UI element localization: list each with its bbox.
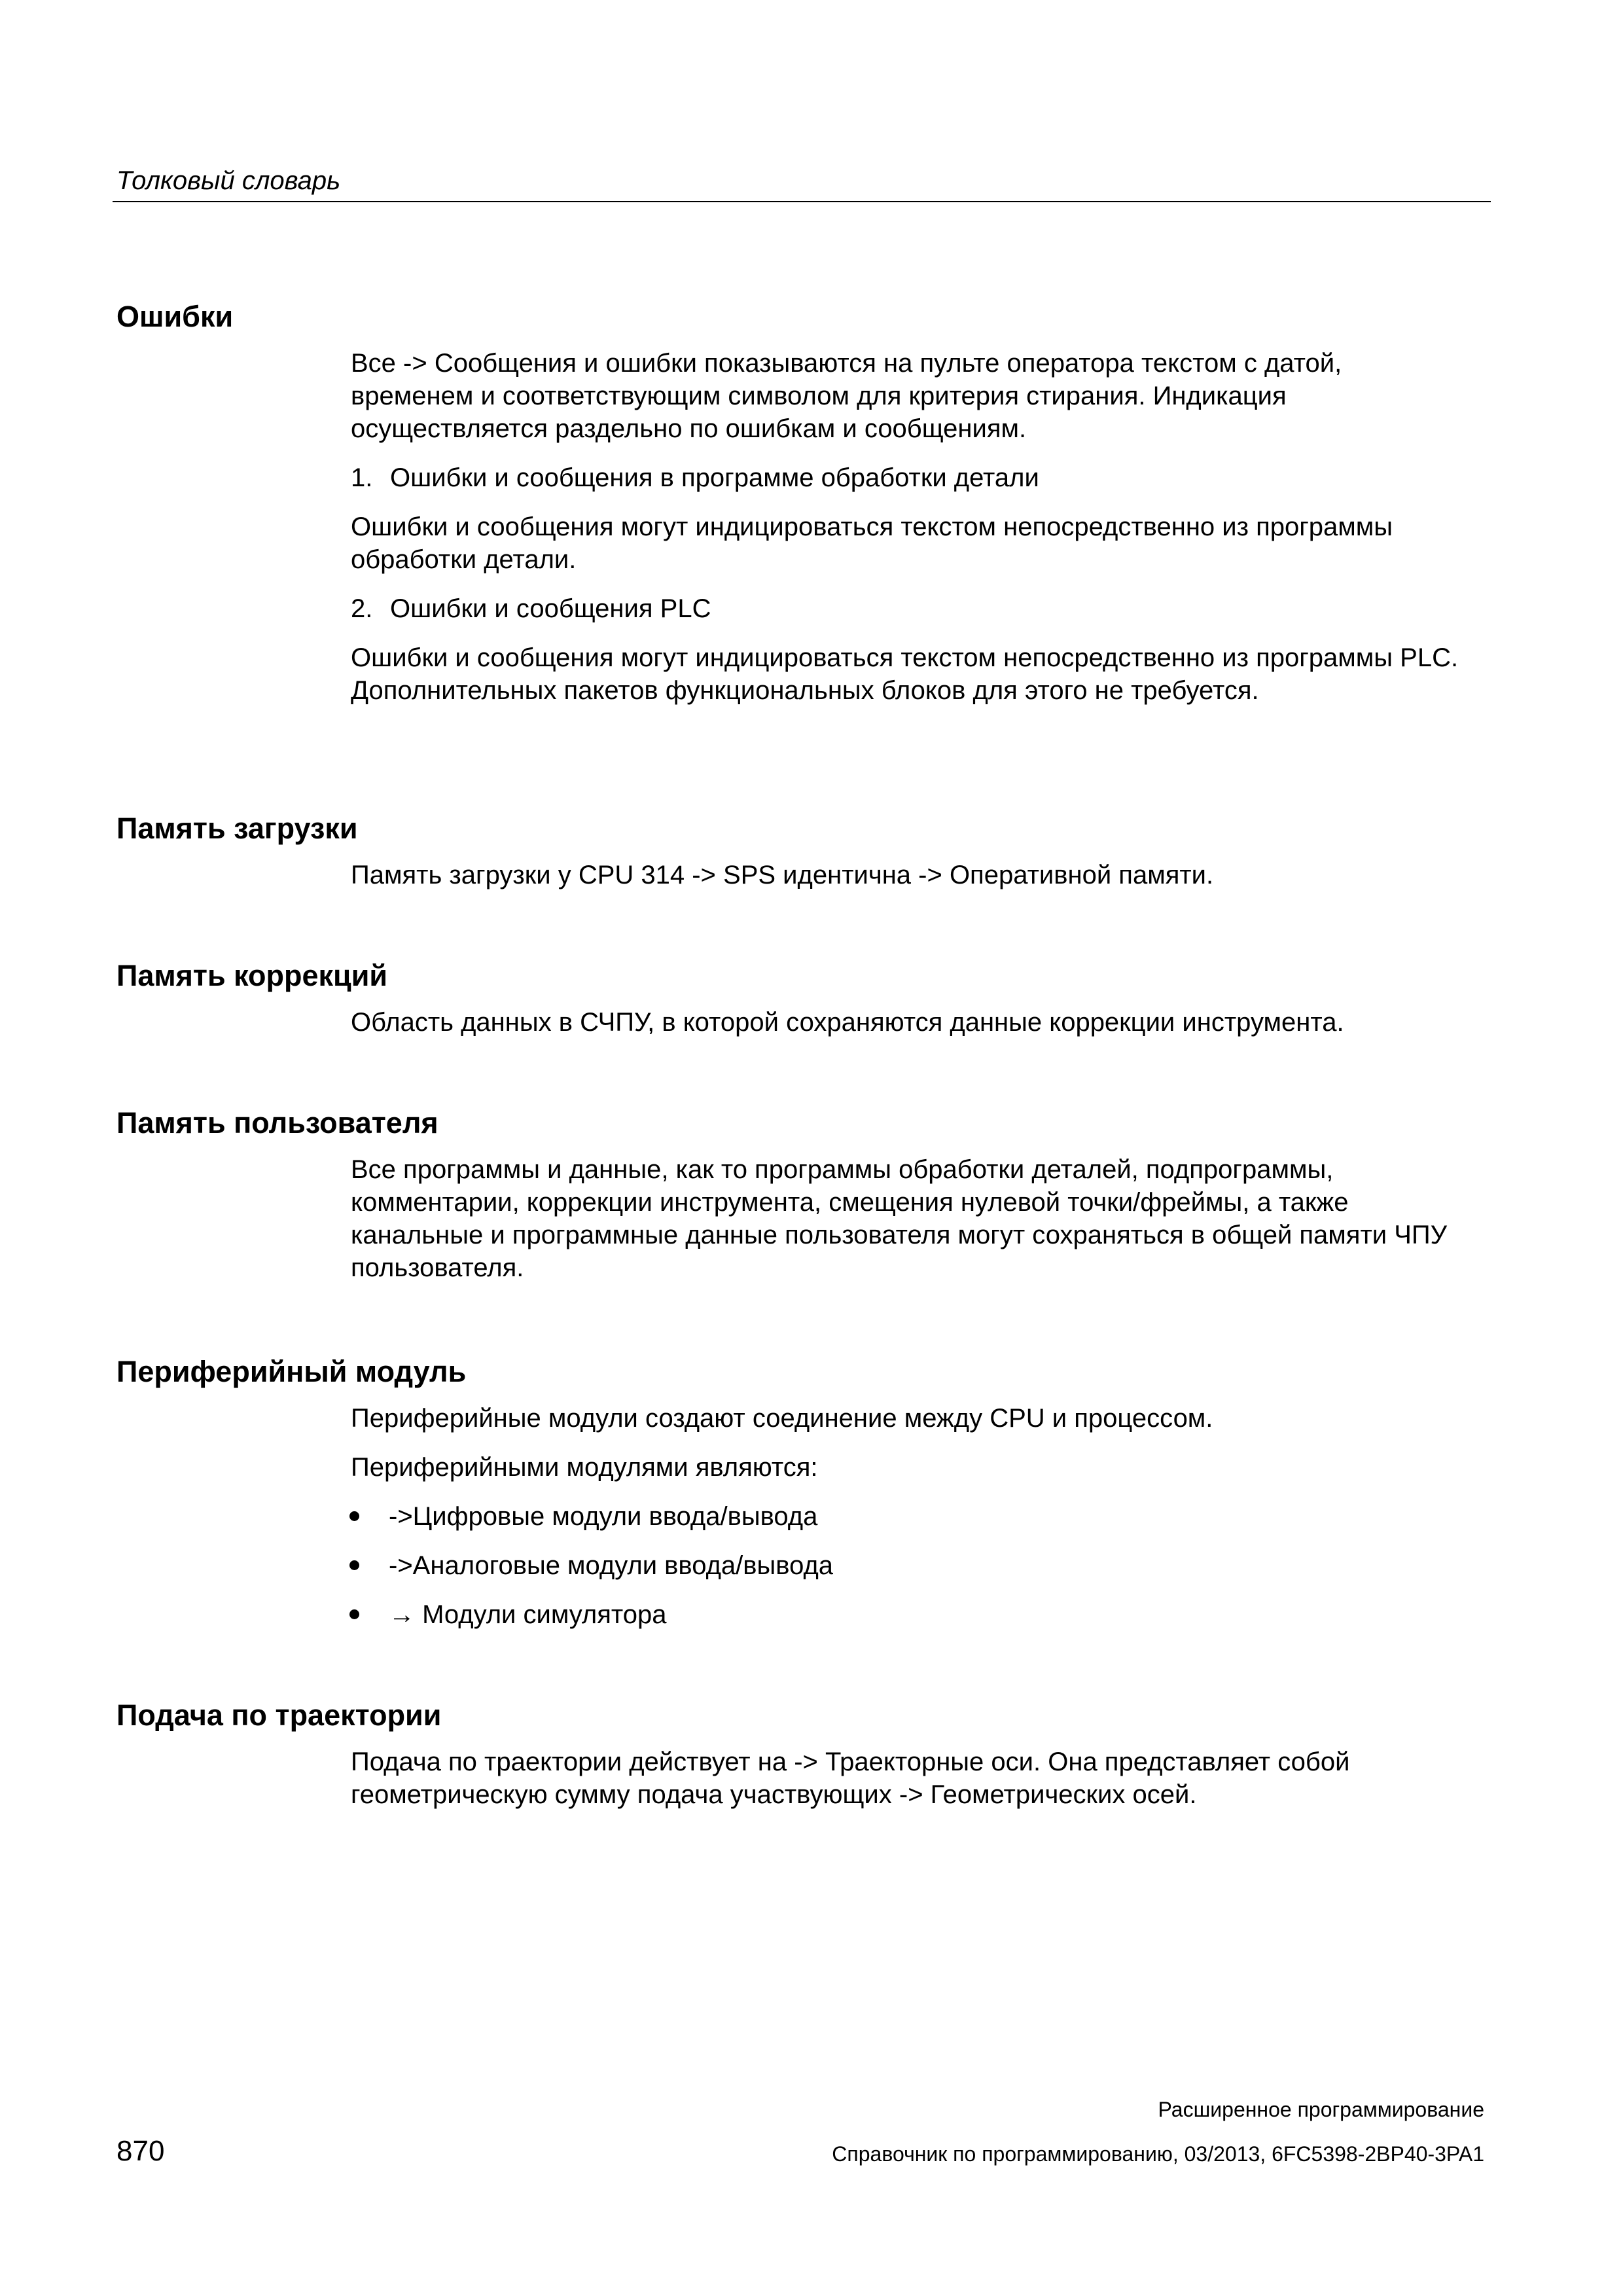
section-title: Периферийный модуль xyxy=(116,1355,467,1388)
section-title: Память загрузки xyxy=(116,812,358,845)
page-number: 870 xyxy=(116,2135,165,2167)
bullet-icon xyxy=(349,1511,359,1521)
section-body xyxy=(351,1006,1463,1039)
paragraph: Все программы и данные, как то программы обработки деталей, подпрограммы, комментарии, коррекции инструмента, смещения нулевой точки/фреймы, а также канальные и программные данные пользователя могут сохраняться в общей памяти ЧПУ пользователя. xyxy=(351,1155,1448,1282)
footer-reference: Справочник по программированию, 03/2013, 6FC5398-2BP40-3PA1 xyxy=(832,2142,1484,2166)
section-body xyxy=(351,1153,1463,1284)
section-user-memory xyxy=(116,1106,1491,1284)
paragraph: Подача по траектории действует на -> Траекторные оси. Она представляет собой геометрическую сумму подача участвующих -> Геометрических осей. xyxy=(351,1748,1350,1809)
section-body xyxy=(351,1402,1463,1631)
section-body xyxy=(351,859,1463,891)
list-item-text: Ошибки и сообщения могут индицироваться текстом непосредственно из программы обработки детали. xyxy=(351,512,1393,574)
section-title: Подача по траектории xyxy=(116,1698,442,1732)
list-item-text: Ошибки и сообщения могут индицироваться текстом непосредственно из программы PLC. Дополнительных пакетов функциональных блоков для этого не требуется. xyxy=(351,643,1459,705)
paragraph: Память загрузки у CPU 314 -> SPS идентична -> Оперативной памяти. xyxy=(351,861,1214,889)
bullet-text: ->Цифровые модули ввода/вывода xyxy=(389,1502,818,1531)
section-path-feed xyxy=(116,1698,1491,1811)
bullet-icon xyxy=(349,1609,359,1619)
section-title: Ошибки xyxy=(116,300,234,333)
list-item xyxy=(351,461,1463,494)
running-header: Толковый словарь xyxy=(116,166,341,195)
bullet-icon xyxy=(349,1560,359,1570)
section-title: Память пользователя xyxy=(116,1106,438,1139)
section-peripheral-module xyxy=(116,1355,1491,1647)
section-body xyxy=(351,347,1463,707)
bullet-item xyxy=(351,1598,1463,1631)
footer-title: Расширенное программирование xyxy=(1158,2098,1484,2121)
section-title: Память коррекций xyxy=(116,959,388,992)
list-item-heading: Ошибки и сообщения в программе обработки детали xyxy=(390,463,1039,492)
header-rule xyxy=(113,201,1491,202)
section-body xyxy=(351,1746,1463,1811)
list-number: 1. xyxy=(351,463,373,492)
paragraph: Периферийные модули создают соединение между CPU и процессом. xyxy=(351,1404,1213,1433)
section-load-memory xyxy=(116,812,1491,891)
paragraph: Периферийными модулями являются: xyxy=(351,1453,818,1482)
bullet-text: ->Аналоговые модули ввода/вывода xyxy=(389,1551,834,1580)
list-item-heading: Ошибки и сообщения PLC xyxy=(390,594,711,623)
bullet-text: → Модули симулятора xyxy=(389,1600,667,1629)
paragraph: Область данных в СЧПУ, в которой сохраняются данные коррекции инструмента. xyxy=(351,1008,1344,1037)
bullet-item xyxy=(351,1549,1463,1582)
section-offset-memory xyxy=(116,959,1491,1039)
paragraph: Все -> Сообщения и ошибки показываются на пульте оператора текстом с датой, временем и соответствующим символом для критерия стирания. Индикация осуществляется раздельно по ошибкам и сообщениям. xyxy=(351,349,1342,443)
list-item xyxy=(351,592,1463,625)
bullet-item xyxy=(351,1500,1463,1533)
list-number: 2. xyxy=(351,594,373,623)
section-errors xyxy=(116,300,1491,707)
